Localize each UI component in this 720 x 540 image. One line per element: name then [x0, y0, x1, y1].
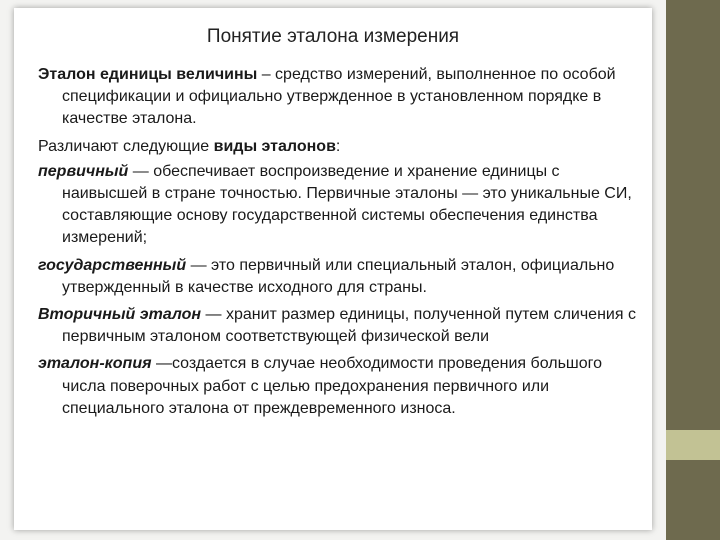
types-intro-text: Различают следующие: [38, 137, 214, 155]
slide-body: [38, 64, 648, 425]
term-secondary: Вторичный эталон: [38, 306, 202, 324]
paragraph-secondary: [38, 304, 648, 348]
types-bold: виды эталонов: [213, 137, 336, 155]
term-copy: эталон-копия: [38, 355, 152, 373]
paragraph-primary: [38, 161, 648, 250]
paragraph-copy: [38, 353, 648, 420]
sidebar-bar-accent: [666, 430, 720, 460]
copy-text: —создается в случае необходимости проведения большого числа поверочных работ с целью предохранения первичного или специального эталона от преждевременного износа.: [62, 355, 603, 417]
term-state: государственный: [38, 256, 187, 274]
primary-text: — обеспечивает воспроизведение и хранение единицы с наивысшей в стране точностью. Первичные эталоны — это уникальные СИ, составляющие основу государственной системы обеспечения единства измерений;: [62, 162, 632, 247]
secondary-text: — хранит размер единицы, полученной путем сличения с первичным эталоном соответствующей физической вели: [62, 306, 636, 346]
term-primary: первичный: [38, 162, 129, 180]
state-text: — это первичный или специальный эталон, официально утвержденный в качестве исходного для страны.: [62, 256, 615, 296]
paragraph-state: [38, 255, 648, 299]
paragraph-definition: [38, 64, 648, 131]
types-colon: :: [335, 137, 341, 155]
paragraph-types-intro: [38, 136, 648, 158]
definition-text: – средство измерений, выполненное по особой спецификации и официально утвержденное в установленном порядке в качестве эталона.: [62, 66, 616, 128]
sidebar-bar-top: [666, 0, 720, 430]
slide-title: Понятие эталона измерения: [206, 26, 460, 47]
term-etalon: Эталон единицы величины: [38, 66, 258, 83]
sidebar-bar-bottom: [666, 460, 720, 540]
